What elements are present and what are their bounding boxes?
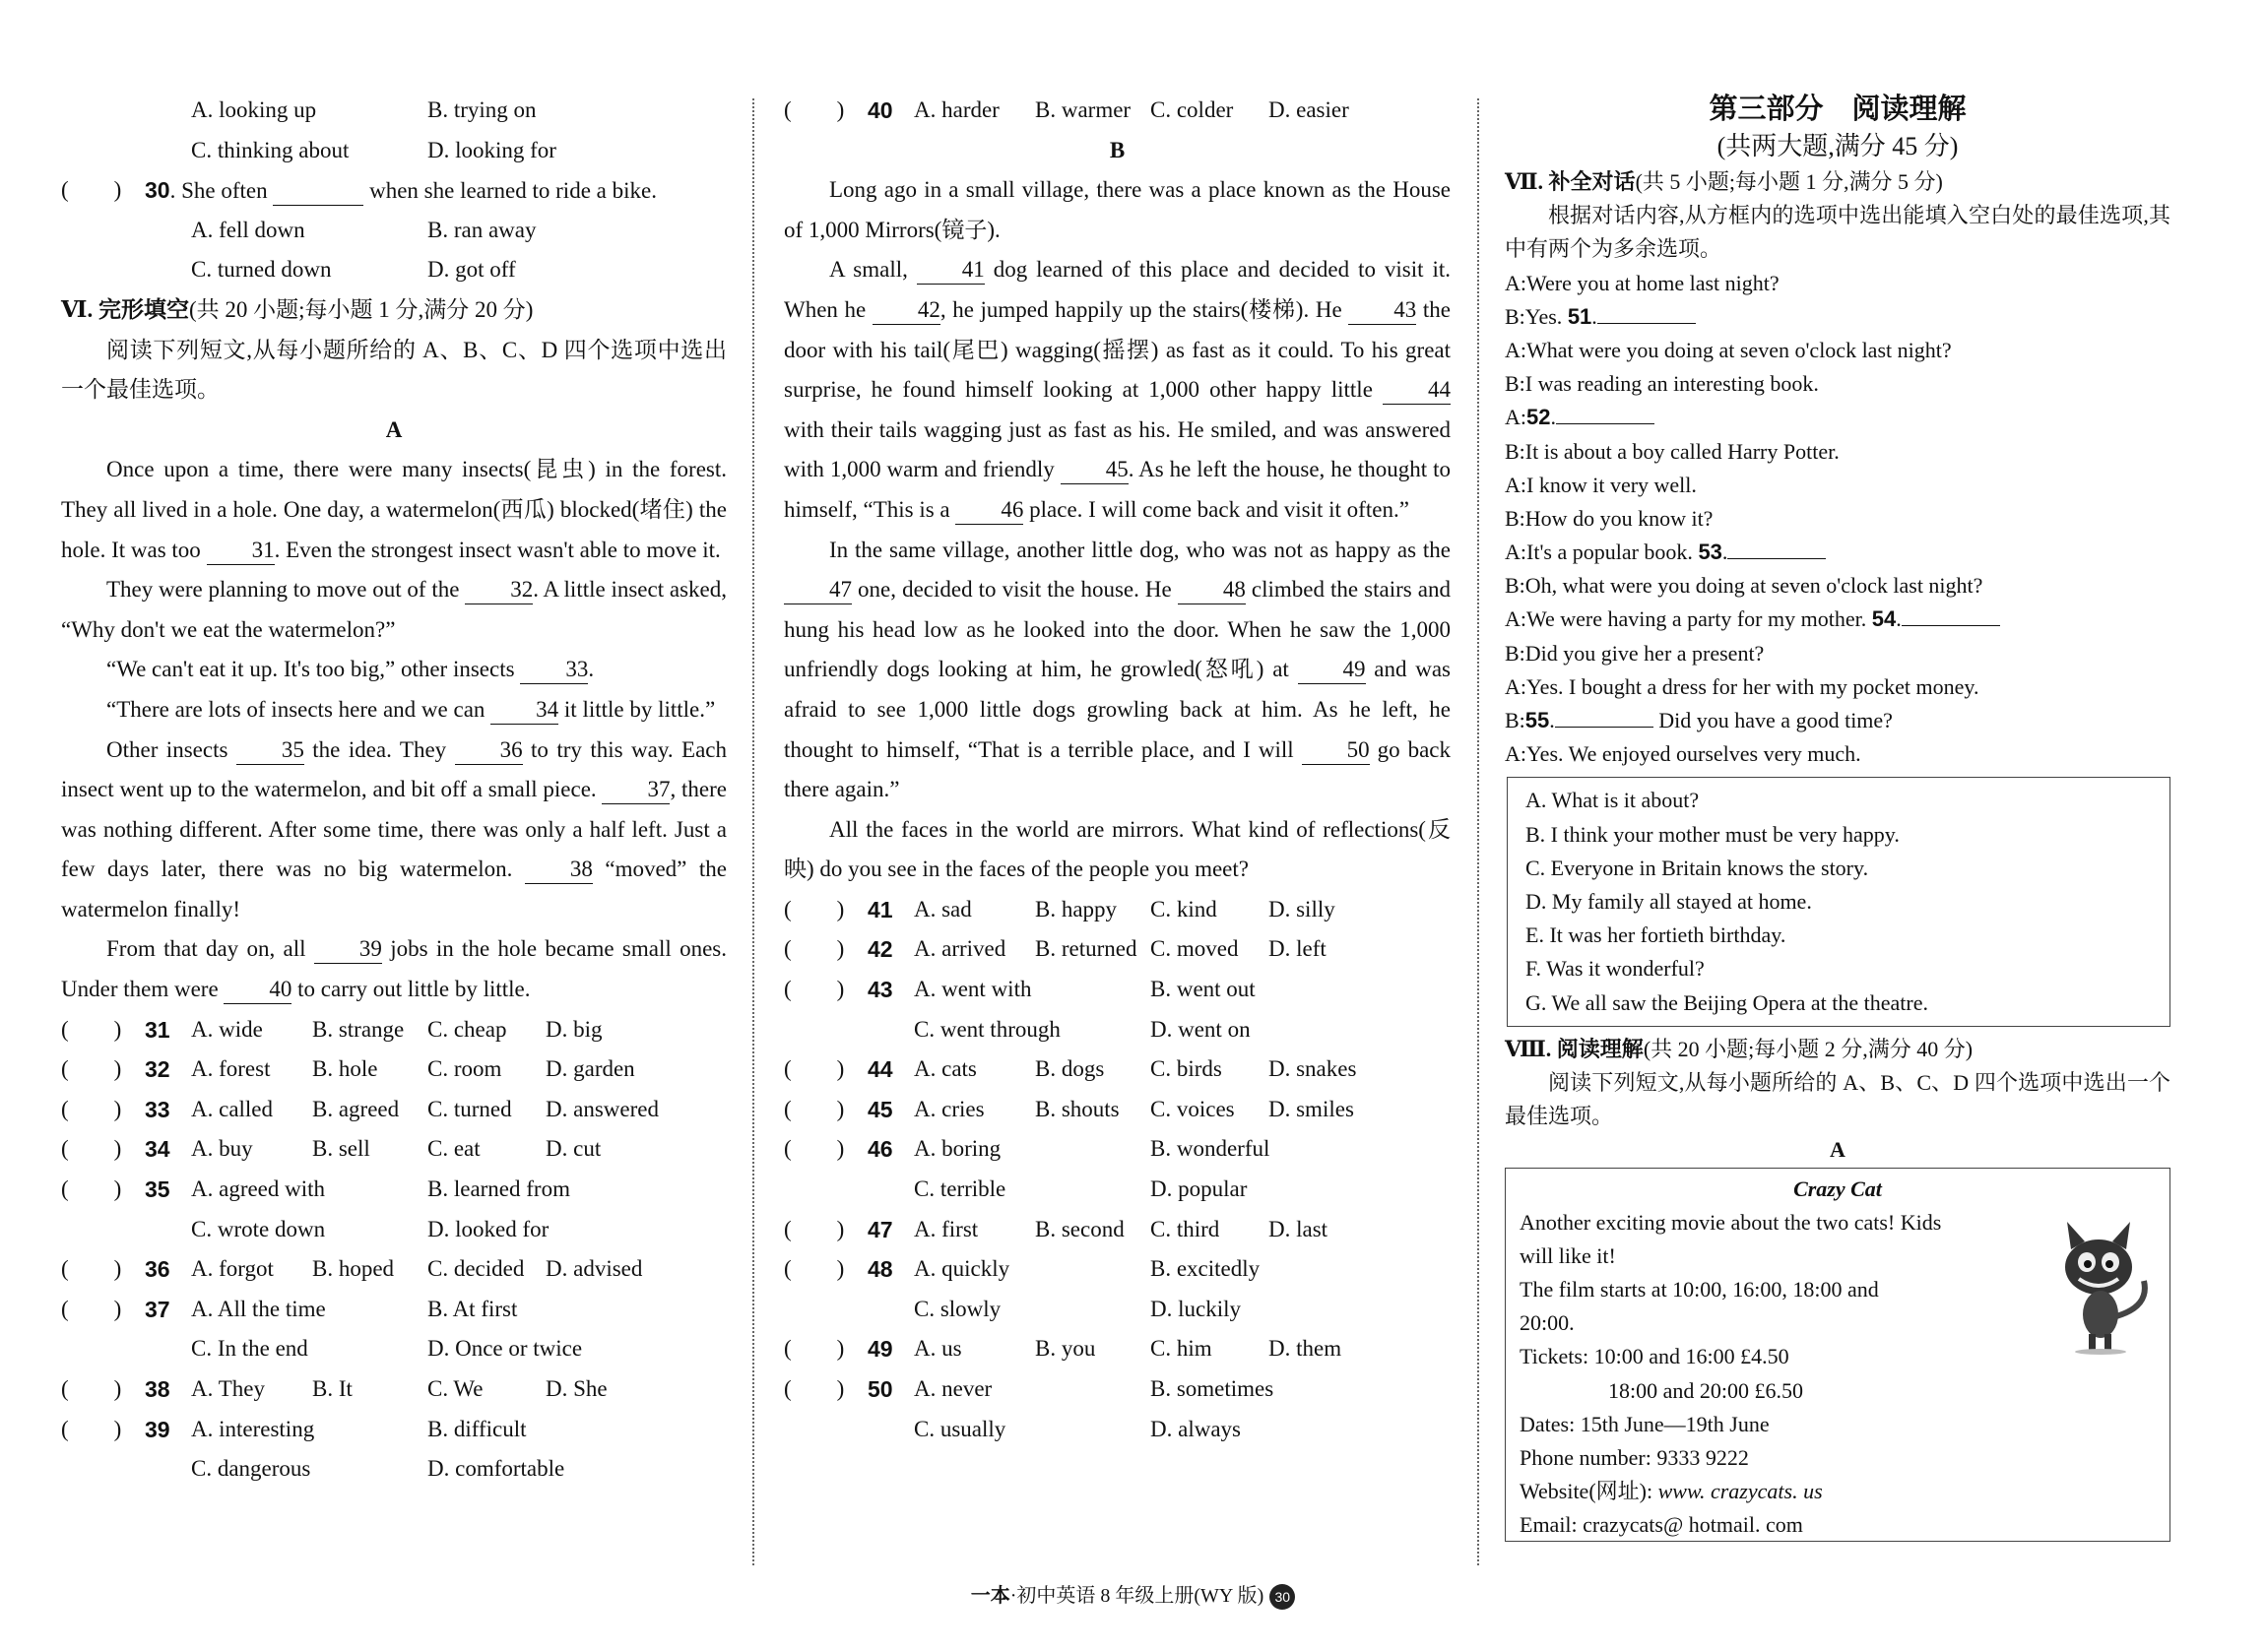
dialog-option: E. It was her fortieth birthday. — [1525, 922, 1786, 948]
option-choice: B. hole — [312, 1056, 378, 1082]
option-row — [784, 1290, 1451, 1330]
option-row: C. turned down D. got off — [191, 257, 516, 283]
section-8-instructions: 阅读下列短文,从每小题所给的 A、B、C、D 四个选项中选出一个最佳选项。 — [1505, 1069, 2170, 1129]
option-row — [784, 1170, 1451, 1210]
ad-line: will like it! — [1520, 1242, 1616, 1268]
option-choice: C. him — [1150, 1336, 1212, 1362]
option-choice: A. quickly — [914, 1256, 1010, 1282]
option-choice: D. garden — [546, 1056, 635, 1082]
option-choice: A. interesting — [191, 1416, 315, 1441]
option-choice: B. wonderful — [1150, 1136, 1270, 1162]
section-8-header: Ⅷ. 阅读理解(共 20 小题;每小题 2 分,满分 40 分) — [1505, 1036, 1974, 1061]
option-choice: C. dangerous — [191, 1456, 311, 1482]
answer-paren[interactable]: ( ) — [784, 936, 845, 962]
section-7-header: Ⅶ. 补全对话(共 5 小题;每小题 1 分,满分 5 分) — [1505, 169, 1943, 194]
passage-paragraph: “There are lots of insects here and we can 34 it little by little.” — [61, 690, 727, 731]
dialog-line: A:Were you at home last night? — [1505, 270, 1780, 295]
answer-paren[interactable]: ( ) — [784, 977, 845, 1002]
option-choice: A. went with — [914, 977, 1032, 1002]
option-choice: C. cheap — [427, 1016, 507, 1042]
option-choice: B. sometimes — [1150, 1376, 1274, 1401]
column-divider-1 — [752, 98, 754, 1565]
question-number: 36 — [145, 1256, 170, 1283]
option-choice: B. difficult — [427, 1416, 527, 1441]
dialog-option: G. We all saw the Beijing Opera at the theatre. — [1525, 989, 1928, 1015]
option-row — [784, 1410, 1451, 1450]
question-number: 31 — [145, 1016, 170, 1043]
question-34 — [61, 1129, 727, 1170]
dialog-line: A:I know it very well. — [1505, 472, 1697, 497]
dialog-line: A:It's a popular book. 53. — [1505, 536, 2170, 569]
question-number: 38 — [145, 1376, 170, 1402]
option-choice: B. second — [1035, 1216, 1125, 1241]
option-row — [61, 1449, 727, 1490]
option-choice: B. returned — [1035, 936, 1137, 962]
option-choice: B. you — [1035, 1336, 1096, 1362]
option-choice: D. luckily — [1150, 1296, 1241, 1321]
question-40: ( ) 40 A. harder B. warmer C. colder D. easier — [784, 97, 1349, 123]
question-number: 42 — [868, 936, 893, 963]
question-49 — [784, 1329, 1451, 1369]
option-choice: C. voices — [1150, 1096, 1235, 1121]
option-choice: A. buy — [191, 1136, 253, 1162]
passage-paragraph: They were planning to move out of the 32. A little insect asked, “Why don't we eat the watermelon?” — [61, 577, 727, 642]
option-row: A. looking up B. trying on — [191, 97, 537, 122]
dialog — [1505, 267, 2170, 772]
answer-paren[interactable]: ( ) — [784, 1256, 845, 1282]
question-44 — [784, 1049, 1451, 1090]
answer-paren[interactable]: ( ) — [784, 1336, 845, 1362]
answer-paren[interactable]: ( ) — [61, 1016, 122, 1042]
question-number: 48 — [868, 1256, 893, 1283]
answer-blank[interactable] — [1556, 404, 1654, 424]
dialog-option: F. Was it wonderful? — [1525, 956, 1705, 982]
question-number: 43 — [868, 977, 893, 1003]
option-choice: C. kind — [1150, 896, 1217, 921]
question-48 — [784, 1249, 1451, 1290]
option-choice: A. forgot — [191, 1256, 274, 1282]
dialog-line: A:Yes. I bought a dress for her with my pocket money. — [1505, 673, 1979, 699]
option-choice: D. cut — [546, 1136, 602, 1162]
passage-paragraph: Once upon a time, there were many insects(昆虫) in the forest. They all lived in a hole. One day, a watermelon(西瓜) blocked(堵住) the hole. It was too 31. Even the strongest insect wasn't able to move it. — [61, 450, 727, 570]
ad-line: 20:00. — [1520, 1310, 1575, 1336]
answer-paren[interactable]: ( ) — [61, 1256, 122, 1282]
question-31 — [61, 1010, 727, 1050]
answer-paren[interactable]: ( ) — [61, 1416, 122, 1441]
answer-paren[interactable]: ( ) — [784, 1136, 845, 1162]
option-choice: B. shouts — [1035, 1096, 1120, 1121]
option-choice: B. excitedly — [1150, 1256, 1261, 1282]
answer-blank[interactable] — [1555, 707, 1653, 728]
dialog-line: A:52. — [1505, 401, 2170, 434]
option-choice: C. wrote down — [191, 1216, 326, 1241]
question-45 — [784, 1090, 1451, 1130]
option-choice: A. never — [914, 1376, 993, 1401]
part-subtitle: (共两大题,满分 45 分) — [1716, 132, 1959, 160]
option-choice: A. They — [191, 1376, 265, 1401]
question-38 — [61, 1369, 727, 1410]
answer-paren[interactable]: ( ) — [61, 1056, 122, 1082]
option-choice: A. forest — [191, 1056, 271, 1082]
question-number: 39 — [145, 1416, 170, 1442]
dialog-line: B:Oh, what were you doing at seven o'clock last night? — [1505, 573, 1983, 599]
option-choice: C. usually — [914, 1416, 1006, 1441]
option-row: C. thinking about D. looking for — [191, 137, 556, 162]
option-choice: C. turned — [427, 1096, 512, 1121]
option-choice: B. learned from — [427, 1176, 570, 1202]
movie-ad-box — [1505, 1168, 2170, 1542]
option-choice: C. eat — [427, 1136, 481, 1162]
question-list — [784, 890, 1451, 1449]
passage-paragraph: Other insects 35 the idea. They 36 to try this way. Each insect went up to the watermelon, and bit off a small piece. 37, there was nothing different. After some time, there was only a half left. Just a few days later, there was no big watermelon. 38 “moved” the watermelon finally! — [61, 736, 728, 921]
option-choice: D. looked for — [427, 1216, 550, 1241]
passage-paragraph: Long ago in a small village, there was a place known as the House of 1,000 Mirrors(镜子). — [784, 177, 1451, 242]
option-choice: A. cats — [914, 1056, 977, 1082]
option-choice: D. answered — [546, 1096, 659, 1121]
option-choice: B. sell — [312, 1136, 370, 1162]
dialog-line: A:What were you doing at seven o'clock last night? — [1505, 337, 1952, 362]
option-choice: A. wide — [191, 1016, 263, 1042]
question-30: ( ) 30. She often when she learned to ride a bike. — [61, 170, 727, 211]
passage-paragraph: All the faces in the world are mirrors. What kind of reflections(反映) do you see in the faces of the people you meet? — [784, 816, 1451, 882]
option-choice: B. strange — [312, 1016, 405, 1042]
question-50 — [784, 1369, 1451, 1410]
option-choice: A. us — [914, 1336, 962, 1362]
question-number: 45 — [868, 1096, 893, 1122]
ad-title: Crazy Cat — [1793, 1175, 1882, 1201]
ad-line: Website(网址): www. crazycats. us — [1520, 1479, 1823, 1504]
answer-paren[interactable]: ( ) — [784, 1096, 845, 1121]
option-choice: C. third — [1150, 1216, 1220, 1241]
part-title: 第三部分 阅读理解 — [1709, 94, 1967, 125]
option-choice: A. All the time — [191, 1296, 326, 1321]
cat-illustration-icon — [2041, 1208, 2160, 1356]
option-choice: C. terrible — [914, 1176, 1006, 1202]
option-choice: B. agreed — [312, 1096, 400, 1121]
option-row — [61, 1329, 727, 1369]
options-box — [1507, 777, 2170, 1026]
page-footer — [0, 1581, 2266, 1611]
page-number-badge: 30 — [1269, 1584, 1295, 1610]
option-choice: D. went on — [1150, 1016, 1251, 1042]
ad-line: Tickets: 10:00 and 16:00 £4.50 — [1520, 1344, 1789, 1369]
option-choice: A. boring — [914, 1136, 1002, 1162]
option-choice: A. cries — [914, 1096, 985, 1121]
dialog-option: C. Everyone in Britain knows the story. — [1525, 855, 1869, 880]
option-choice: D. big — [546, 1016, 603, 1042]
question-number: 37 — [145, 1296, 170, 1322]
option-choice: D. silly — [1268, 896, 1335, 921]
section-7-instructions: 根据对话内容,从方框内的选项中选出能填入空白处的最佳选项,其中有两个为多余选项。 — [1505, 203, 2170, 262]
option-row: A. fell down B. ran away — [191, 217, 537, 242]
option-choice: C. room — [427, 1056, 502, 1082]
question-list — [61, 1010, 727, 1490]
question-number: 41 — [868, 896, 893, 922]
question-number: 32 — [145, 1056, 170, 1083]
option-choice: D. always — [1150, 1416, 1241, 1441]
question-number: 49 — [868, 1336, 893, 1363]
question-37 — [61, 1290, 727, 1330]
question-35 — [61, 1170, 727, 1210]
option-choice: B. hoped — [312, 1256, 395, 1282]
option-choice: B. It — [312, 1376, 353, 1401]
question-41 — [784, 890, 1451, 930]
question-42 — [784, 929, 1451, 970]
option-choice: A. sad — [914, 896, 972, 921]
answer-paren[interactable]: ( ) — [784, 896, 845, 921]
option-choice: D. left — [1268, 936, 1327, 962]
passage-label: B — [1109, 137, 1126, 162]
question-47 — [784, 1210, 1451, 1250]
option-row — [784, 1010, 1451, 1050]
footer-text: ·初中英语 8 年级上册(WY 版) — [1009, 1585, 1264, 1607]
ad-line: Phone number: 9333 9222 — [1520, 1445, 1749, 1470]
answer-paren[interactable]: ( ) — [61, 1176, 122, 1202]
option-choice: A. first — [914, 1216, 979, 1241]
option-choice: B. happy — [1035, 896, 1118, 921]
section-6-header: Ⅵ. 完形填空(共 20 小题;每小题 1 分,满分 20 分) — [61, 296, 534, 322]
option-choice: D. snakes — [1268, 1056, 1357, 1082]
answer-paren[interactable]: ( ) — [784, 1376, 845, 1401]
dialog-line: B:How do you know it? — [1505, 505, 1714, 531]
answer-paren[interactable]: ( ) — [61, 1376, 122, 1401]
question-number: 35 — [145, 1176, 170, 1203]
question-number: 50 — [868, 1376, 893, 1402]
option-choice: B. dogs — [1035, 1056, 1105, 1082]
passage-label: A — [385, 416, 403, 442]
passage-paragraph: A small, 41 dog learned of this place and decided to visit it. When he 42, he jumped happily up the stairs(楼梯). He 43 the door with his tail(尾巴) wagging(摇摆) as fast as it could. To his great surprise, he found himself looking at 1,000 other happy little 44 with their tails wagging just as fast as his. He smiled, and was answered with 1,000 warm and friendly 45. As he left the house, he thought to himself, “This is a 46 place. I will come back and visit it often.” — [784, 250, 1451, 530]
question-number: 34 — [145, 1136, 170, 1163]
option-choice: D. She — [546, 1376, 608, 1401]
option-choice: C. birds — [1150, 1056, 1222, 1082]
option-choice: D. comfortable — [427, 1456, 565, 1482]
question-32 — [61, 1049, 727, 1090]
answer-blank[interactable] — [1902, 605, 2000, 626]
question-number: 33 — [145, 1096, 170, 1122]
column-2 — [784, 91, 1451, 1449]
question-39 — [61, 1410, 727, 1450]
dialog-option: A. What is it about? — [1525, 788, 1700, 813]
option-choice: C. In the end — [191, 1336, 308, 1362]
option-choice: C. decided — [427, 1256, 525, 1282]
column-divider-2 — [1477, 98, 1479, 1565]
ad-line: Email: crazycats@ hotmail. com — [1520, 1512, 1803, 1538]
question-number: 47 — [868, 1216, 893, 1242]
question-33 — [61, 1090, 727, 1130]
passage-paragraph: In the same village, another little dog, who was not as happy as the 47 one, decided to visit the house. He 48 climbed the stairs and hung his head low as he looked into the door. When he saw the 1,000 unfriendly dogs looking at him, he growled(怒吼) at 49 and was afraid to see 1,000 little dogs growling back at him. As he left, he thought to himself, “That is a terrible place, and I will 50 go back there again.” — [784, 537, 1452, 802]
dialog-line: B:55. Did you have a good time? — [1505, 708, 1893, 733]
dialog-option: B. I think your mother must be very happy. — [1525, 821, 1900, 847]
column-3 — [1505, 91, 2170, 1542]
answer-paren[interactable]: ( ) — [784, 1056, 845, 1082]
option-choice: C. went through — [914, 1016, 1061, 1042]
option-choice: B. At first — [427, 1296, 518, 1321]
dialog-line: B:Did you give her a present? — [1505, 640, 1765, 666]
dialog-line: B:I was reading an interesting book. — [1505, 371, 1819, 397]
passage-label: A — [1830, 1137, 1845, 1163]
answer-paren[interactable]: ( ) — [61, 1136, 122, 1162]
question-number: 44 — [868, 1056, 893, 1083]
answer-paren[interactable]: ( ) — [784, 1216, 845, 1241]
question-43 — [784, 970, 1451, 1010]
passage-paragraph: From that day on, all 39 jobs in the hole became small ones. Under them were 40 to carry out little by little. — [61, 929, 727, 1009]
option-choice: D. popular — [1150, 1176, 1248, 1202]
passage-paragraph: “We can't eat it up. It's too big,” other insects 33. — [61, 650, 727, 690]
brand-logo: 一本 — [970, 1585, 1010, 1607]
ad-line: The film starts at 10:00, 16:00, 18:00 and — [1520, 1277, 1879, 1303]
column-1 — [61, 91, 727, 1490]
option-choice: C. moved — [1150, 936, 1239, 962]
section-6-instructions: 阅读下列短文,从每小题所给的 A、B、C、D 四个选项中选出一个最佳选项。 — [61, 337, 727, 403]
dialog-option: D. My family all stayed at home. — [1525, 888, 1812, 914]
option-choice: B. went out — [1150, 977, 1256, 1002]
option-choice: A. agreed with — [191, 1176, 326, 1202]
dialog-line: A:Yes. We enjoyed ourselves very much. — [1505, 741, 1861, 767]
option-choice: D. advised — [546, 1256, 643, 1282]
answer-blank[interactable] — [1597, 303, 1696, 324]
question-36 — [61, 1249, 727, 1290]
answer-paren[interactable]: ( ) — [61, 1296, 122, 1321]
option-choice: D. last — [1268, 1216, 1328, 1241]
ad-line: Another exciting movie about the two cats! Kids — [1520, 1209, 1942, 1235]
option-choice: D. them — [1268, 1336, 1342, 1362]
option-choice: A. arrived — [914, 936, 1006, 962]
option-choice: D. Once or twice — [427, 1336, 583, 1362]
option-choice: C. We — [427, 1376, 484, 1401]
option-choice: A. called — [191, 1096, 274, 1121]
question-46 — [784, 1129, 1451, 1170]
option-row — [61, 1210, 727, 1250]
ad-line: Dates: 15th June—19th June — [1520, 1411, 1770, 1436]
option-choice: D. smiles — [1268, 1096, 1354, 1121]
answer-blank[interactable] — [1727, 539, 1826, 559]
option-choice: C. slowly — [914, 1296, 1002, 1321]
answer-paren[interactable]: ( ) — [61, 1096, 122, 1121]
dialog-line: B:Yes. 51. — [1505, 300, 2170, 334]
question-number: 46 — [868, 1136, 893, 1163]
dialog-line: A:We were having a party for my mother. 54. — [1505, 603, 2170, 636]
ad-line: 18:00 and 20:00 £6.50 — [1608, 1377, 1803, 1403]
dialog-line: B:It is about a boy called Harry Potter. — [1505, 438, 1840, 464]
